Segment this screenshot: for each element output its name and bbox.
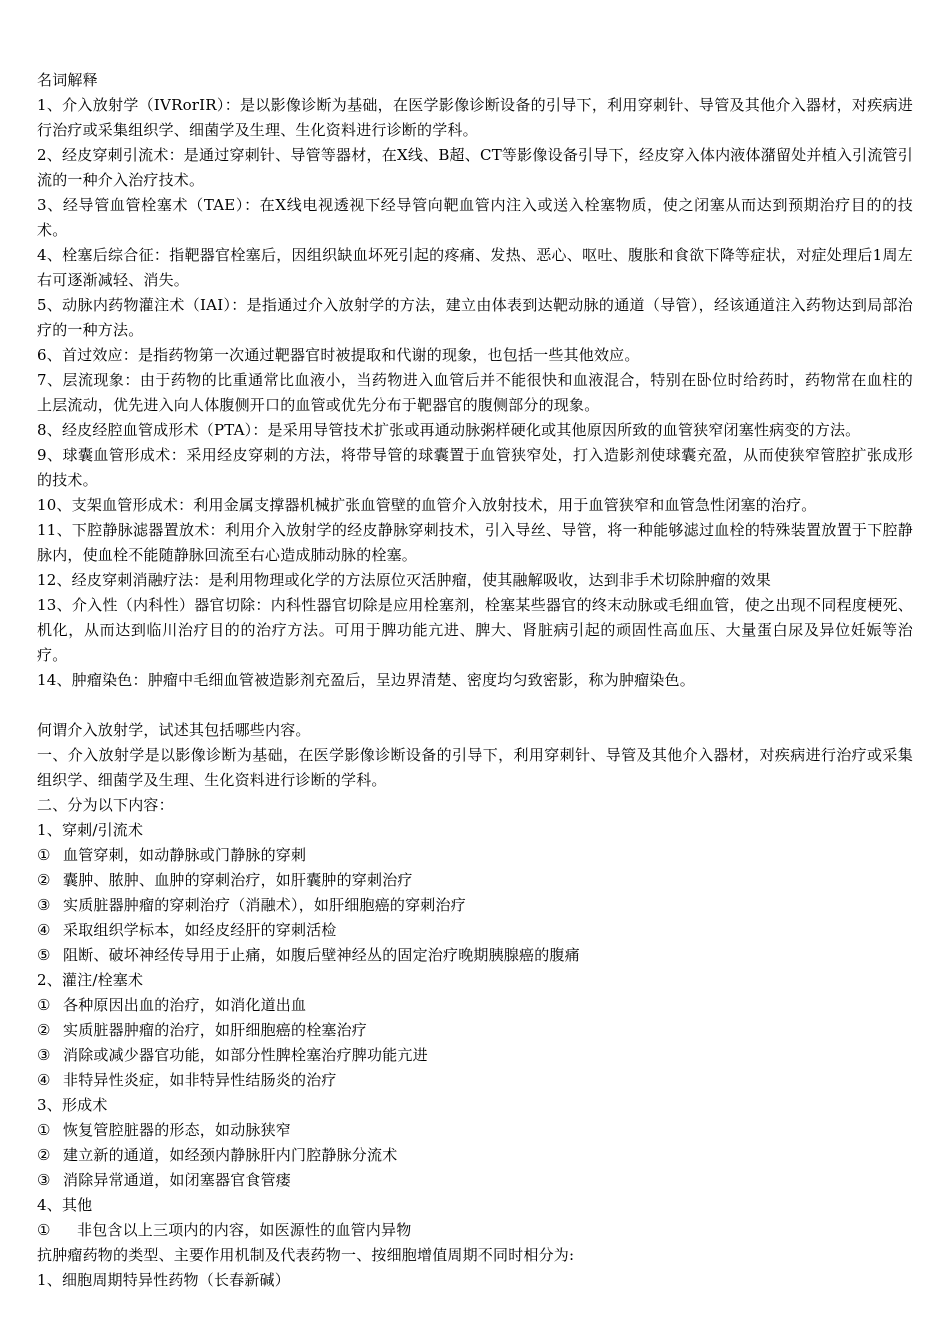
- blank-line: [37, 693, 913, 718]
- list-marker: ②: [37, 871, 51, 889]
- list-marker: ①: [37, 1221, 51, 1239]
- list-item-text: 血管穿刺，如动静脉或门静脉的穿刺: [63, 846, 307, 864]
- list-marker: ⑤: [37, 946, 51, 964]
- list-item-text: 实质脏器肿瘤的穿刺治疗（消融术），如肝细胞癌的穿刺治疗: [63, 896, 466, 914]
- definition-item: 13、介入性（内科性）器官切除：内科性器官切除是应用栓塞剂，栓塞某些器官的终末动脉或毛细血管，使之出现不同程度梗死、机化，从而达到临川治疗目的的治疗方法。可用于脾功能亢进、脾大、肾脏病引起的顽固性高血压、大量蛋白尿及异位妊娠等治疗。: [37, 596, 913, 664]
- list-marker: ①: [37, 996, 51, 1014]
- list-item-text: 采取组织学标本，如经皮经肝的穿刺活检: [63, 921, 337, 939]
- antitumor-heading: 抗肿瘤药物的类型、主要作用机制及代表药物一、按细胞增值周期不同时相分为:: [37, 1246, 575, 1264]
- definition-item: 4、栓塞后综合征：指靶器官栓塞后，因组织缺血坏死引起的疼痛、发热、恶心、呕吐、腹胀和食欲下降等症状，对症处理后1周左右可逐渐减轻、消失。: [37, 246, 913, 289]
- list-marker: ②: [37, 1146, 51, 1164]
- definition-item: 12、经皮穿刺消融疗法：是利用物理或化学的方法原位灭活肿瘤，使其融解吸收，达到非手术切除肿瘤的效果: [37, 571, 771, 589]
- list-marker: ③: [37, 1171, 51, 1189]
- definition-item: 2、经皮穿刺引流术：是通过穿刺针、导管等器材，在X线、B超、CT等影像设备引导下，经皮穿入体内液体潴留处并植入引流管引流的一种介入治疗技术。: [37, 146, 913, 189]
- definition-item: 10、支架血管形成术：利用金属支撑器机械扩张血管壁的血管介入放射技术，用于血管狭窄和血管急性闭塞的治疗。: [37, 496, 817, 514]
- list-item: [37, 893, 913, 918]
- list-item: [37, 868, 913, 893]
- document-page: [37, 68, 913, 1293]
- list-marker: ④: [37, 1071, 51, 1089]
- list-marker: ④: [37, 921, 51, 939]
- list-item-text: 非包含以上三项内的内容，如医源性的血管内异物: [77, 1221, 412, 1239]
- list-item: [37, 1218, 913, 1243]
- answer-part-two: 二、分为以下内容：: [37, 796, 174, 814]
- list-item-text: 囊肿、脓肿、血肿的穿刺治疗，如肝囊肿的穿刺治疗: [63, 871, 413, 889]
- question-heading: 何谓介入放射学，试述其包括哪些内容。: [37, 721, 311, 739]
- list-marker: ③: [37, 1046, 51, 1064]
- list-item-text: 消除或减少器官功能，如部分性脾栓塞治疗脾功能亢进: [63, 1046, 428, 1064]
- list-item: [37, 1118, 913, 1143]
- subsection-title: 4、其他: [37, 1196, 93, 1214]
- definition-item: 9、球囊血管形成术：采用经皮穿刺的方法，将带导管的球囊置于血管狭窄处，打入造影剂使球囊充盈，从而使狭窄管腔扩张成形的技术。: [37, 446, 913, 489]
- list-item: [37, 1143, 913, 1168]
- list-item-text: 阻断、破坏神经传导用于止痛，如腹后壁神经丛的固定治疗晚期胰腺癌的腹痛: [63, 946, 580, 964]
- list-marker: ①: [37, 846, 51, 864]
- list-item: [37, 918, 913, 943]
- list-item-text: 非特异性炎症，如非特异性结肠炎的治疗: [63, 1071, 337, 1089]
- list-item-text: 实质脏器肿瘤的治疗，如肝细胞癌的栓塞治疗: [63, 1021, 368, 1039]
- list-item: [37, 843, 913, 868]
- list-item-text: 恢复管腔脏器的形态，如动脉狭窄: [63, 1121, 292, 1139]
- list-item-text: 消除异常通道，如闭塞器官食管瘘: [63, 1171, 292, 1189]
- list-item: [37, 943, 913, 968]
- list-item-text: 各种原因出血的治疗，如消化道出血: [63, 996, 307, 1014]
- list-item: [37, 1018, 913, 1043]
- section-heading: 名词解释: [37, 71, 98, 89]
- list-item: [37, 1068, 913, 1093]
- definition-item: 11、下腔静脉滤器置放术：利用介入放射学的经皮静脉穿刺技术，引入导丝、导管，将一种能够滤过血栓的特殊装置放置于下腔静脉内，使血栓不能随静脉回流至右心造成肺动脉的栓塞。: [37, 521, 913, 564]
- definition-item: 1、介入放射学（IVRorIR）：是以影像诊断为基础，在医学影像诊断设备的引导下，利用穿刺针、导管及其他介入器材，对疾病进行治疗或采集组织学、细菌学及生理、生化资料进行诊断的学科。: [37, 96, 913, 139]
- list-item-text: 建立新的通道，如经颈内静脉肝内门腔静脉分流术: [63, 1146, 398, 1164]
- definition-item: 14、肿瘤染色：肿瘤中毛细血管被造影剂充盈后，呈边界清楚、密度均匀致密影，称为肿瘤染色。: [37, 671, 695, 689]
- list-item: [37, 993, 913, 1018]
- definition-item: 5、动脉内药物灌注术（IAI）：是指通过介入放射学的方法，建立由体表到达靶动脉的通道（导管），经该通道注入药物达到局部治疗的一种方法。: [37, 296, 913, 339]
- list-marker: ②: [37, 1021, 51, 1039]
- subsection-title: 1、穿刺/引流术: [37, 821, 144, 839]
- definition-item: 3、经导管血管栓塞术（TAE）：在X线电视透视下经导管向靶血管内注入或送入栓塞物质，使之闭塞从而达到预期治疗目的的技术。: [37, 196, 913, 239]
- list-marker: ③: [37, 896, 51, 914]
- list-item: [37, 1168, 913, 1193]
- list-marker: ①: [37, 1121, 51, 1139]
- antitumor-item: 1、细胞周期特异性药物（长春新碱）: [37, 1271, 290, 1289]
- subsection-title: 3、形成术: [37, 1096, 108, 1114]
- subsection-title: 2、灌注/栓塞术: [37, 971, 144, 989]
- answer-part-one: 一、介入放射学是以影像诊断为基础，在医学影像诊断设备的引导下，利用穿刺针、导管及其他介入器材，对疾病进行治疗或采集组织学、细菌学及生理、生化资料进行诊断的学科。: [37, 746, 913, 789]
- definition-item: 6、首过效应：是指药物第一次通过靶器官时被提取和代谢的现象，也包括一些其他效应。: [37, 346, 640, 364]
- list-item: [37, 1043, 913, 1068]
- definition-item: 7、层流现象：由于药物的比重通常比血液小，当药物进入血管后并不能很快和血液混合，特别在卧位时给药时，药物常在血柱的上层流动，优先进入向人体腹侧开口的血管或优先分布于靶器官的腹侧部分的现象。: [37, 371, 913, 414]
- definition-item: 8、经皮经腔血管成形术（PTA）：是采用导管技术扩张或再通动脉粥样硬化或其他原因所致的血管狭窄闭塞性病变的方法。: [37, 421, 861, 439]
